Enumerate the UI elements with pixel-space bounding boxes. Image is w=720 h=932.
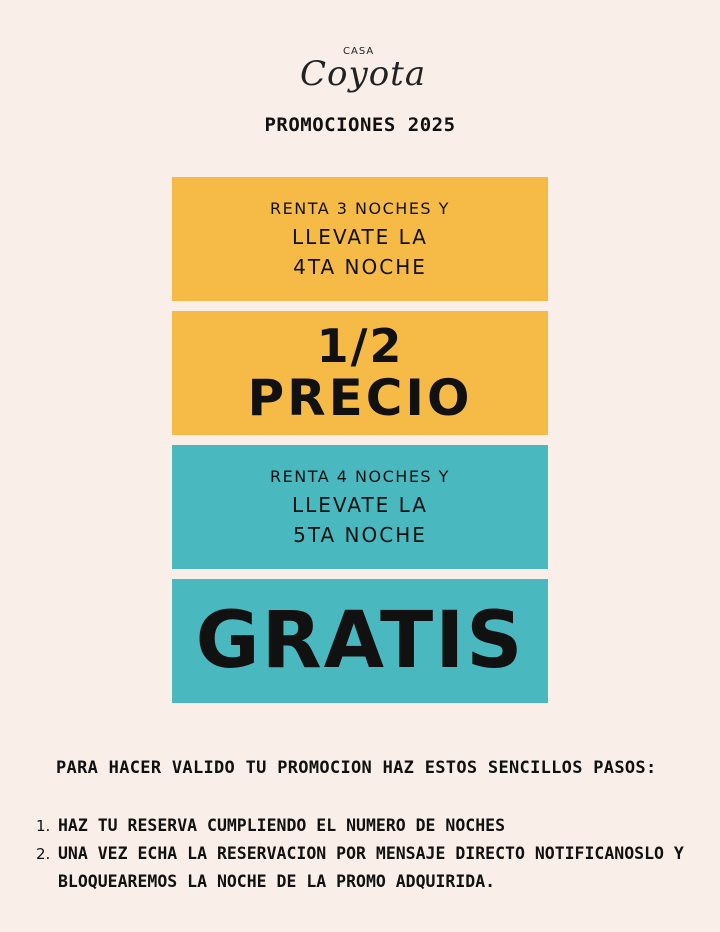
promo-2-header [172,445,548,569]
page-title: PROMOCIONES 2025 [264,114,456,136]
promo-2-value [172,579,548,703]
logo-small-text: CASA [343,46,375,57]
step-number: 2. [36,845,51,863]
steps-title: PARA HACER VALIDO TU PROMOCION HAZ ESTOS SENCILLOS PASOS: [56,758,657,778]
promo-1-line-1: RENTA 3 NOCHES Y [270,199,450,218]
promo-2-line-3: 5TA NOCHE [293,523,427,547]
promo-1-value-line-2: PRECIO [247,369,473,427]
promo-2-value-text: GRATIS [195,596,525,686]
promo-1-line-2: LLEVATE LA [292,225,428,249]
step-text: HAZ TU RESERVA CUMPLIENDO EL NUMERO DE NOCHES [58,816,506,835]
step-number: 1. [36,817,51,835]
promo-2-line-1: RENTA 4 NOCHES Y [270,467,450,486]
promo-1-value-line-1: 1/2 [316,319,404,373]
promo-1-header [172,177,548,301]
step-text: UNA VEZ ECHA LA RESERVACION POR MENSAJE DIRECTO NOTIFICANOSLO Y BLOQUEAREMOS LA NOCHE DE LA PROMO ADQUIRIDA. [58,844,684,891]
step-item [36,812,686,840]
promo-1-line-3: 4TA NOCHE [293,255,427,279]
promo-2-line-2: LLEVATE LA [292,493,428,517]
logo-script-text: Coyota [300,54,427,94]
step-item [36,840,686,896]
steps-list [36,812,686,896]
casa-coyota-logo [0,40,720,100]
promo-1-value [172,311,548,435]
